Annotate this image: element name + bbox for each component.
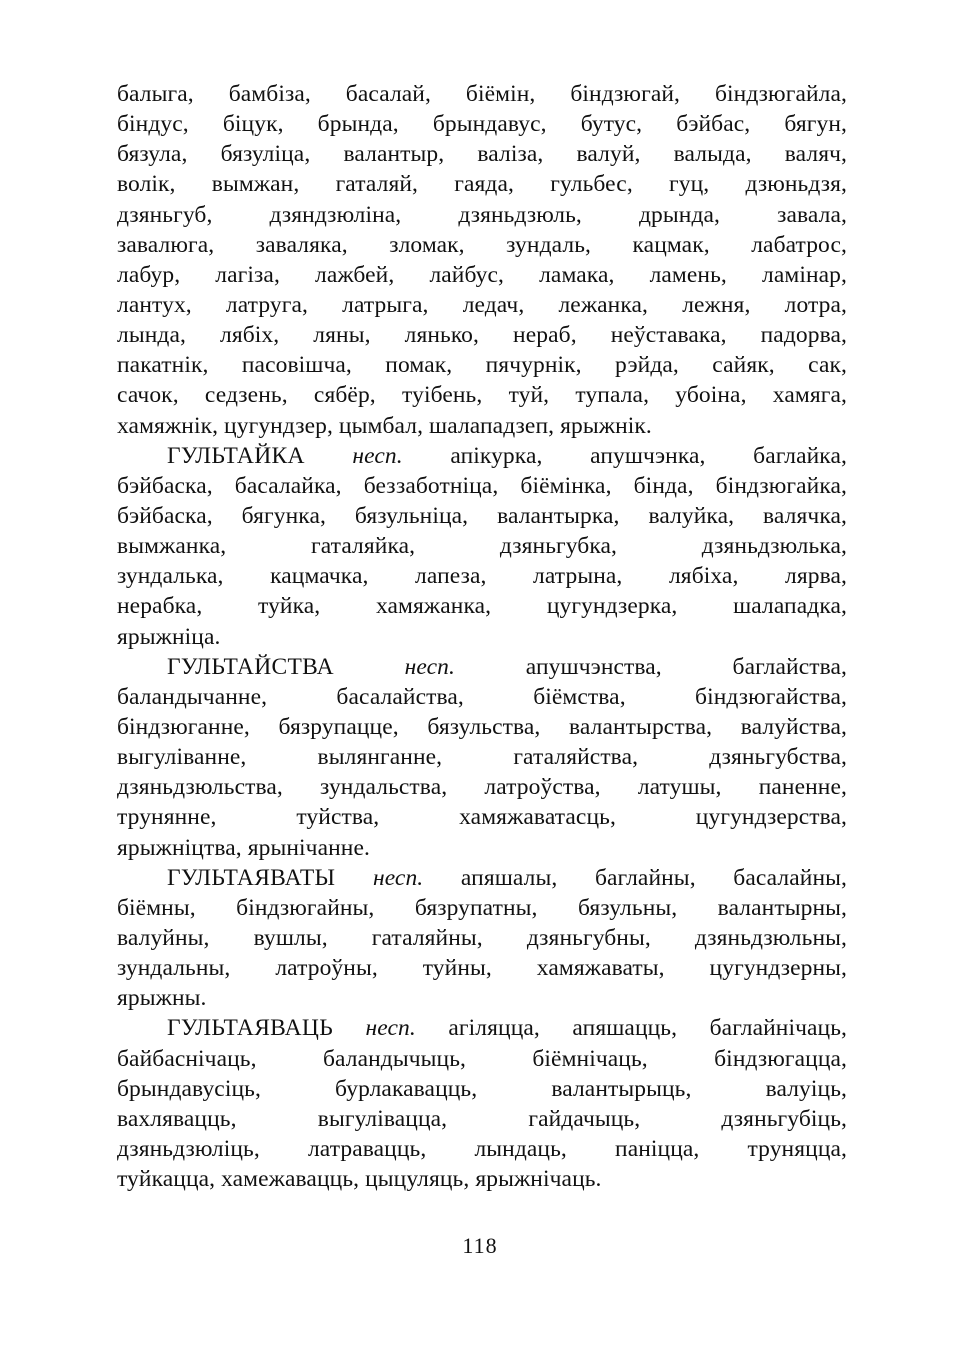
synonyms-text: апікурка, апушчэнка, баглайка, <box>450 442 847 469</box>
text-line: туйкацца, хамежавацць, цыцуляць, ярыжнічаць. <box>117 1166 602 1193</box>
text-line: біндус, біцук, брында, брындавус, бутус, бэйбас, бягун, <box>117 111 847 138</box>
text-line: ярыжніцтва, ярынічанне. <box>117 834 370 861</box>
text-line: трунянне, туйства, хамяжаватасць, цугундзерства, <box>117 804 847 831</box>
synonyms-text: апяшалы, баглайны, басалайны, <box>460 864 847 891</box>
part-of-speech-label: несп. <box>372 864 424 891</box>
text-line: хамяжнік, цугундзер, цымбал, шалападзеп, ярыжнік. <box>117 412 652 439</box>
text-line: дзяньдзюліць, латравацць, лындаць, паніцца, труняцца, <box>117 1135 847 1162</box>
headword: ГУЛЬТАЙСТВА <box>167 653 334 680</box>
text-line: лантух, латруга, латрыга, ледач, лежанка, лежня, лотра, <box>117 291 847 318</box>
text-line: біндзюганне, бязрупацце, бязульства, валантырства, валуйства, <box>117 713 847 740</box>
text-line: вымжанка, гаталяйка, дзяньгубка, дзяньдзюлька, <box>117 533 847 560</box>
text-line: сачок, седзень, сябёр, туібень, туй, тупала, убоіна, хамяга, <box>117 382 847 409</box>
text-line: лында, лябіх, ляны, лянько, нераб, неўставака, падорва, <box>117 322 847 349</box>
dictionary-entry <box>117 441 847 652</box>
text-line: пакатнік, пасовішча, помак, пячурнік, рэйда, сайяк, сак, <box>117 352 847 379</box>
headword: ГУЛЬТАЯВАЦЬ <box>167 1015 333 1042</box>
synonyms-text: апушчэнства, баглайства, <box>525 653 848 680</box>
text-line: біёмны, біндзюгайны, бязрупатны, бязульны, валантырны, <box>117 894 847 921</box>
entry-first-line <box>117 863 847 893</box>
part-of-speech-label: несп. <box>404 653 455 680</box>
entry-first-line <box>117 652 847 682</box>
text-line: завалюга, заваляка, зломак, зундаль, кацмак, лабатрос, <box>117 231 847 258</box>
text-line: бэйбаска, бягунка, бязульніца, валантырка, валуйка, валячка, <box>117 502 847 529</box>
text-line: зундалька, кацмачка, лапеза, латрына, лябіха, лярва, <box>117 563 847 590</box>
text-line: ярыжны. <box>117 985 207 1012</box>
dictionary-page-text <box>117 79 847 1194</box>
text-line: лабур, лагіза, лажбей, лайбус, ламака, ламень, ламінар, <box>117 261 847 288</box>
part-of-speech-label: несп. <box>352 442 403 469</box>
text-line: зундальны, латроўны, туйны, хамяжаваты, цугундзерны, <box>117 955 847 982</box>
part-of-speech-label: несп. <box>365 1015 416 1042</box>
text-line: волік, вымжан, гаталяй, гаяда, гульбес, гуц, дзюньдзя, <box>117 171 847 198</box>
text-line: дзяньдзюльства, зундальства, латроўства, латушы, паненне, <box>117 774 847 801</box>
text-line: валуйны, вушлы, гаталяйны, дзяньгубны, дзяньдзюльны, <box>117 924 847 951</box>
text-line: выгуліванне, вылянганне, гаталяйства, дзяньгубства, <box>117 744 847 771</box>
text-line: дзяньгуб, дзяндзюліна, дзяньдзюль, дрында, завала, <box>117 201 847 228</box>
text-line: баландычанне, басалайства, біёмства, біндзюгайства, <box>117 683 847 710</box>
text-line: ярыжніца. <box>117 623 221 650</box>
headword: ГУЛЬТАЙКА <box>167 442 305 469</box>
entry-first-line <box>117 441 847 471</box>
synonyms-text: агіляцца, апяшацць, баглайнічаць, <box>448 1015 847 1042</box>
dictionary-entry <box>117 1013 847 1194</box>
entry-first-line <box>117 1013 847 1043</box>
text-line: балыга, бамбіза, басалай, біёмін, біндзюгай, біндзюгайла, <box>117 81 847 107</box>
text-line: брындавусіць, бурлакавацць, валантырыць, валуіць, <box>117 1075 847 1102</box>
text-line: бязула, бязуліца, валантыр, валіза, валуй, валыда, валяч, <box>117 141 847 168</box>
dictionary-entry <box>117 863 847 1014</box>
text-line: вахлявацць, выгулівацца, гайдачыць, дзяньгубіць, <box>117 1105 847 1132</box>
page-number: 118 <box>462 1233 498 1258</box>
headword: ГУЛЬТАЯВАТЫ <box>167 864 336 891</box>
dictionary-entry <box>117 652 847 863</box>
text-line: байбаснічаць, баландычыць, біёмнічаць, біндзюгацца, <box>117 1045 847 1072</box>
text-line: бэйбаска, басалайка, беззаботніца, біёмінка, бінда, біндзюгайка, <box>117 472 847 499</box>
text-line: нерабка, туйка, хамяжанка, цугундзерка, шалападка, <box>117 593 847 620</box>
word-list-continuation <box>117 79 847 441</box>
